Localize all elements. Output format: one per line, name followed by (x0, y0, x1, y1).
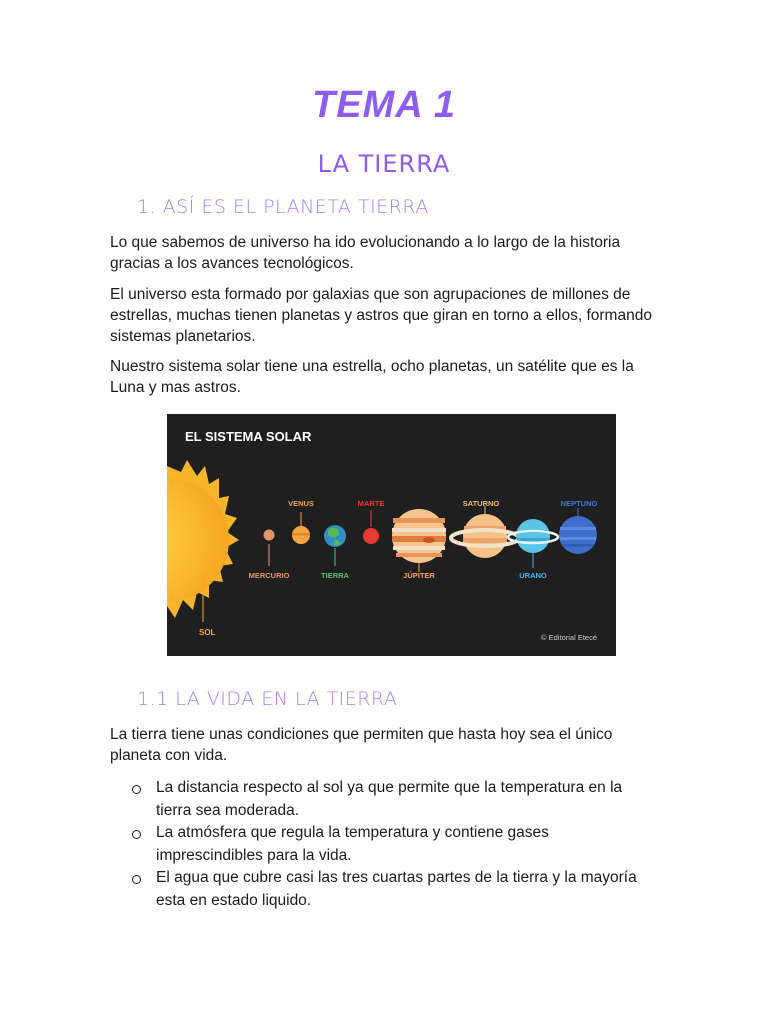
bullet-list (110, 777, 658, 912)
list-item (110, 822, 658, 867)
jupiter-icon (392, 509, 446, 563)
circle-bullet-icon (132, 875, 141, 884)
paragraph-1: Lo que sabemos de universo ha ido evolucionando a lo largo de la historia gracias a los avances tecnológicos. (110, 234, 621, 272)
list-item (110, 867, 658, 912)
paragraph-3: Nuestro sistema solar tiene una estrella, ocho planetas, un satélite que es la Luna y mas astros. (110, 358, 634, 396)
paragraph-2: El universo esta formado por galaxias que son agrupaciones de millones de estrellas, muchas tienen planetas y astros que giran en torno a ellos, formando sistemas planetarios. (110, 286, 652, 345)
circle-bullet-icon (132, 830, 141, 839)
figure-credit: © Editorial Etecé (541, 633, 597, 642)
label-mars: MARTE (357, 499, 385, 508)
page-subtitle: LA TIERRA (317, 150, 451, 178)
solar-system-image (167, 414, 616, 656)
mars-icon (363, 528, 379, 544)
label-neptune: NEPTUNO (560, 499, 598, 508)
section-heading-2: 1.1 LA VIDA EN LA TIERRA (137, 688, 398, 710)
page-title: TEMA 1 (312, 84, 456, 126)
figure-title: EL SISTEMA SOLAR (185, 429, 312, 444)
list-item (110, 777, 658, 822)
circle-bullet-icon (132, 785, 141, 794)
label-venus: VENUS (288, 499, 314, 508)
neptune-icon (559, 516, 597, 554)
label-jupiter: JÚPITER (403, 571, 435, 580)
label-uranus: URANO (519, 571, 547, 580)
label-earth: TIERRA (321, 571, 349, 580)
list-item-text: La atmósfera que regula la temperatura y contiene gases imprescindibles para la vida. (156, 824, 549, 864)
label-mercury: MERCURIO (248, 571, 290, 580)
label-sun: SOL (199, 628, 216, 637)
mercury-icon (264, 530, 275, 541)
list-item-text: La distancia respecto al sol ya que permite que la temperatura en la tierra sea moderada. (156, 779, 623, 819)
paragraph-4: La tierra tiene unas condiciones que permiten que hasta hoy sea el único planeta con vida. (110, 726, 613, 764)
list-item-text: El agua que cubre casi las tres cuartas partes de la tierra y la mayoría esta en estado liquido. (156, 869, 637, 909)
label-saturn: SATURNO (462, 499, 500, 508)
section-heading-1: 1. ASÍ ES EL PLANETA TIERRA (137, 196, 429, 218)
